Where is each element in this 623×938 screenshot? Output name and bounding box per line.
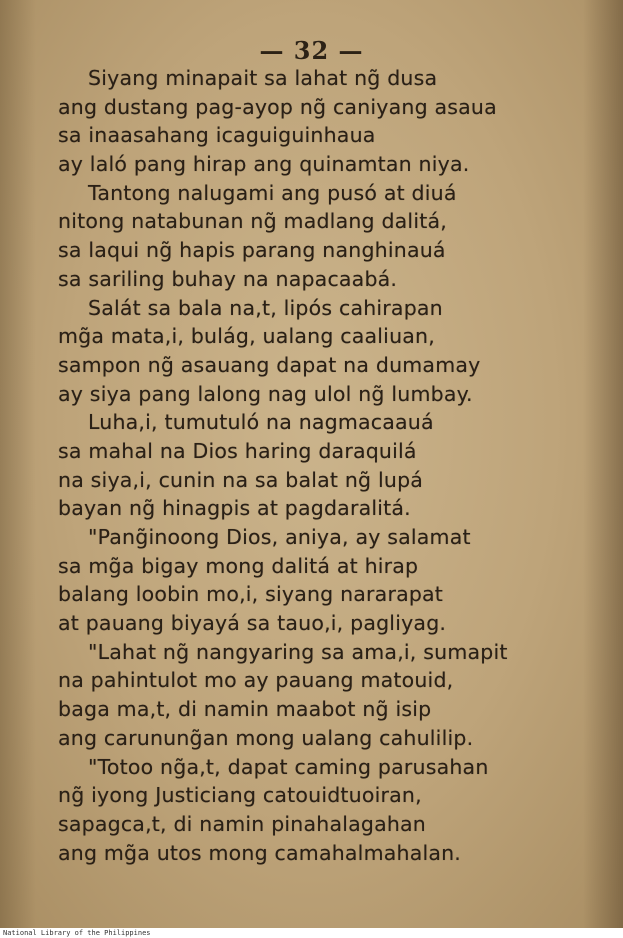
verse-line: Siyang minapait sa lahat ng̃ dusa xyxy=(88,66,438,90)
verse-line: sampon ng̃ asauang dapat na dumamay xyxy=(58,352,481,377)
verse-line: ay laló pang hirap ang quinamtan niya. xyxy=(58,152,470,177)
verse-line: na siya,i, cunin na sa balat ng̃ lupá xyxy=(58,467,424,492)
verse-line: baga ma,t, di namin maabot ng̃ isip xyxy=(58,697,432,722)
verse-line: at pauang biyayá sa tauo,i, pagliyag. xyxy=(58,611,447,636)
stanza xyxy=(58,523,578,638)
stanza xyxy=(58,753,578,868)
stanza xyxy=(58,64,578,179)
verse-line: mg̃a mata,i, bulág, ualang caaliuan, xyxy=(58,324,435,349)
stanza xyxy=(58,294,578,409)
verse-line: sa mg̃a bigay mong dalitá at hirap xyxy=(58,553,419,578)
library-credit: National Library of the Philippines xyxy=(3,929,151,937)
verse-line: nitong natabunan ng̃ madlang dalitá, xyxy=(58,209,447,234)
verse-line: Luha,i, tumutuló na nagmacaauá xyxy=(88,410,434,435)
verse-line: na pahintulot mo ay pauang matouid, xyxy=(58,668,454,693)
verse-line: ang dustang pag-ayop ng̃ caniyang asaua xyxy=(58,94,497,119)
verse-line: "Lahat ng̃ nangyaring sa ama,i, sumapit xyxy=(88,639,508,664)
verse-line: ang carunung̃an mong ualang cahulilip. xyxy=(58,725,474,750)
page-number: — 32 — xyxy=(259,36,364,65)
verse-line: ang mg̃a utos mong camahalmahalan. xyxy=(58,840,462,865)
verse-line: sapagca,t, di namin pinahalagahan xyxy=(58,811,427,836)
verse-line: Tantong nalugami ang pusó at diuá xyxy=(88,180,457,205)
poem-verses xyxy=(58,64,578,867)
verse-line: balang loobin mo,i, siyang nararapat xyxy=(58,582,444,607)
stanza xyxy=(58,638,578,753)
verse-line: ng̃ iyong Justiciang catouidtuoiran, xyxy=(58,783,422,808)
verse-line: "Totoo ng̃a,t, dapat caming parusahan xyxy=(88,754,489,779)
verse-line: Salát sa bala na,t, lipós cahirapan xyxy=(88,295,443,320)
verse-line: bayan ng̃ hinagpis at pagdaralitá. xyxy=(58,496,411,521)
verse-line: sa laqui ng̃ hapis parang nanghinauá xyxy=(58,238,446,263)
verse-line: sa sariling buhay na napacaabá. xyxy=(58,266,398,291)
verse-line: ay siya pang lalong nag ulol ng̃ lumbay. xyxy=(58,381,473,406)
stanza xyxy=(58,179,578,294)
stanza xyxy=(58,408,578,523)
verse-line: "Pang̃inoong Dios, aniya, ay salamat xyxy=(88,525,471,549)
verse-line: sa inaasahang icaguiguinhaua xyxy=(58,123,376,148)
verse-line: sa mahal na Dios haring daraquilá xyxy=(58,438,417,463)
